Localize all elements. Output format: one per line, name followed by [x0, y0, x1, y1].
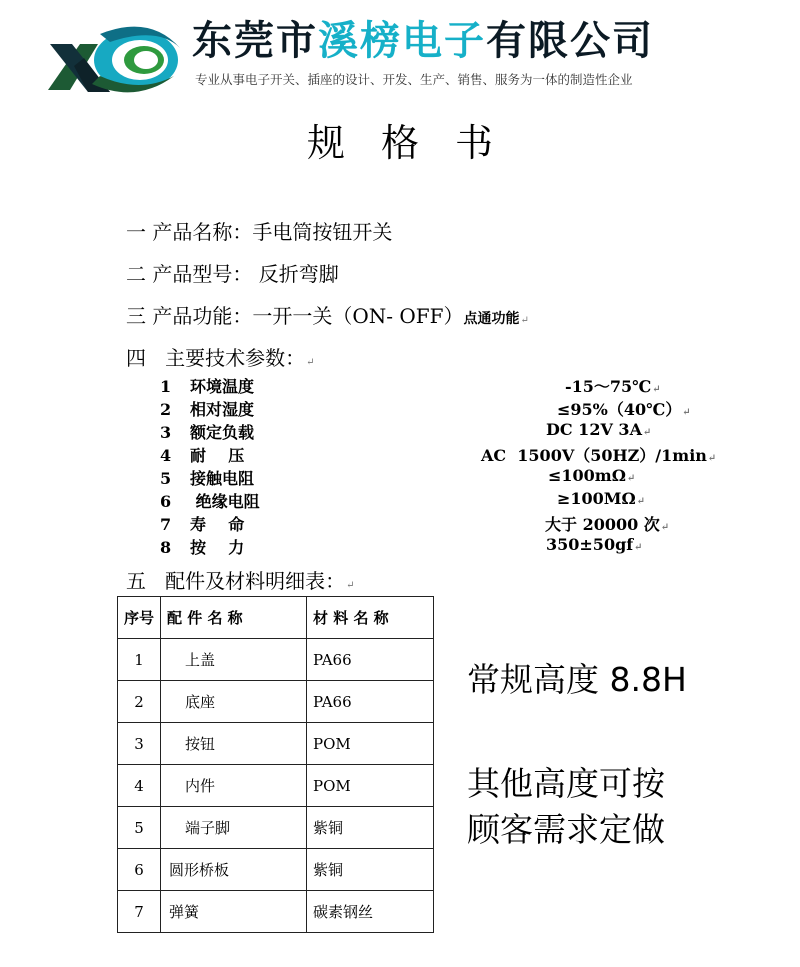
table-header-cell: 材 料 名 称 — [307, 597, 434, 639]
table-row — [118, 723, 434, 765]
note-standard-height: 常规高度 8.8H — [467, 660, 687, 699]
spec-value: ≤95%（40℃）↵ — [557, 400, 691, 419]
spec-value: 大于 20000 次↵ — [545, 515, 670, 534]
table-cell: 碳素钢丝 — [307, 891, 434, 933]
spec-row: 2 相对湿度 — [160, 400, 255, 419]
table-cell: POM — [307, 723, 434, 765]
table-cell: 内件 — [161, 765, 307, 807]
company-name-part1: 东莞市 — [192, 18, 318, 64]
table-header-cell: 配 件 名 称 — [161, 597, 307, 639]
company-name-part3: 有限公司 — [486, 18, 654, 64]
table-cell: 圆形桥板 — [161, 849, 307, 891]
table-row — [118, 849, 434, 891]
parts-table — [117, 596, 434, 933]
item-product-model: 二 产品型号： 反折弯脚 — [126, 262, 339, 286]
table-cell: PA66 — [307, 639, 434, 681]
spec-value: AC 1500V（50HZ）/1min↵ — [481, 446, 717, 465]
table-cell: 底座 — [161, 681, 307, 723]
company-logo — [40, 14, 190, 98]
table-cell: PA66 — [307, 681, 434, 723]
spec-value: 350±50gf↵ — [546, 535, 643, 554]
table-cell: 7 — [118, 891, 161, 933]
section-parts-title: 五 配件及材料明细表：↵ — [126, 569, 355, 593]
item-product-name: 一 产品名称：手电筒按钮开关 — [126, 220, 393, 244]
table-row — [118, 639, 434, 681]
company-name — [192, 16, 654, 66]
spec-row: 5 接触电阻 — [160, 469, 255, 488]
table-cell: 紫铜 — [307, 807, 434, 849]
table-cell: 1 — [118, 639, 161, 681]
spec-value: ≤100mΩ↵ — [548, 466, 636, 485]
table-row — [118, 765, 434, 807]
table-cell: 端子脚 — [161, 807, 307, 849]
spec-row: 1 环境温度 — [160, 377, 255, 396]
table-header-cell: 序号 — [118, 597, 161, 639]
table-cell: 3 — [118, 723, 161, 765]
table-header-row — [118, 597, 434, 639]
table-row — [118, 681, 434, 723]
spec-row: 4 耐 压 — [160, 446, 245, 465]
table-cell: 2 — [118, 681, 161, 723]
table-cell: 紫铜 — [307, 849, 434, 891]
spec-value: DC 12V 3A↵ — [546, 420, 652, 439]
spec-value: -15～75℃↵ — [565, 377, 661, 396]
spec-row: 3 额定负载 — [160, 423, 255, 442]
spec-row: 6 绝缘电阻 — [160, 492, 260, 511]
table-row — [118, 807, 434, 849]
item-product-function: 三 产品功能：一开一关（ON- OFF）点通功能↵ — [126, 304, 529, 328]
note-custom-line2: 顾客需求定做 — [467, 810, 665, 849]
document-title: 规格书 — [306, 121, 529, 165]
note-custom-line1: 其他高度可按 — [467, 764, 665, 803]
table-cell: 6 — [118, 849, 161, 891]
spec-row: 7 寿 命 — [160, 515, 245, 534]
table-cell: 弹簧 — [161, 891, 307, 933]
table-cell: 5 — [118, 807, 161, 849]
item-tech-params: 四 主要技术参数：↵ — [126, 346, 315, 370]
table-cell: 上盖 — [161, 639, 307, 681]
table-cell: 按钮 — [161, 723, 307, 765]
company-name-part2: 溪榜电子 — [318, 18, 486, 64]
spec-row: 8 按 力 — [160, 538, 245, 557]
table-cell: 4 — [118, 765, 161, 807]
company-slogan: 专业从事电子开关、插座的设计、开发、生产、销售、服务为一体的制造性企业 — [195, 72, 633, 87]
table-row — [118, 891, 434, 933]
table-cell: POM — [307, 765, 434, 807]
spec-value: ≥100MΩ↵ — [557, 489, 646, 508]
